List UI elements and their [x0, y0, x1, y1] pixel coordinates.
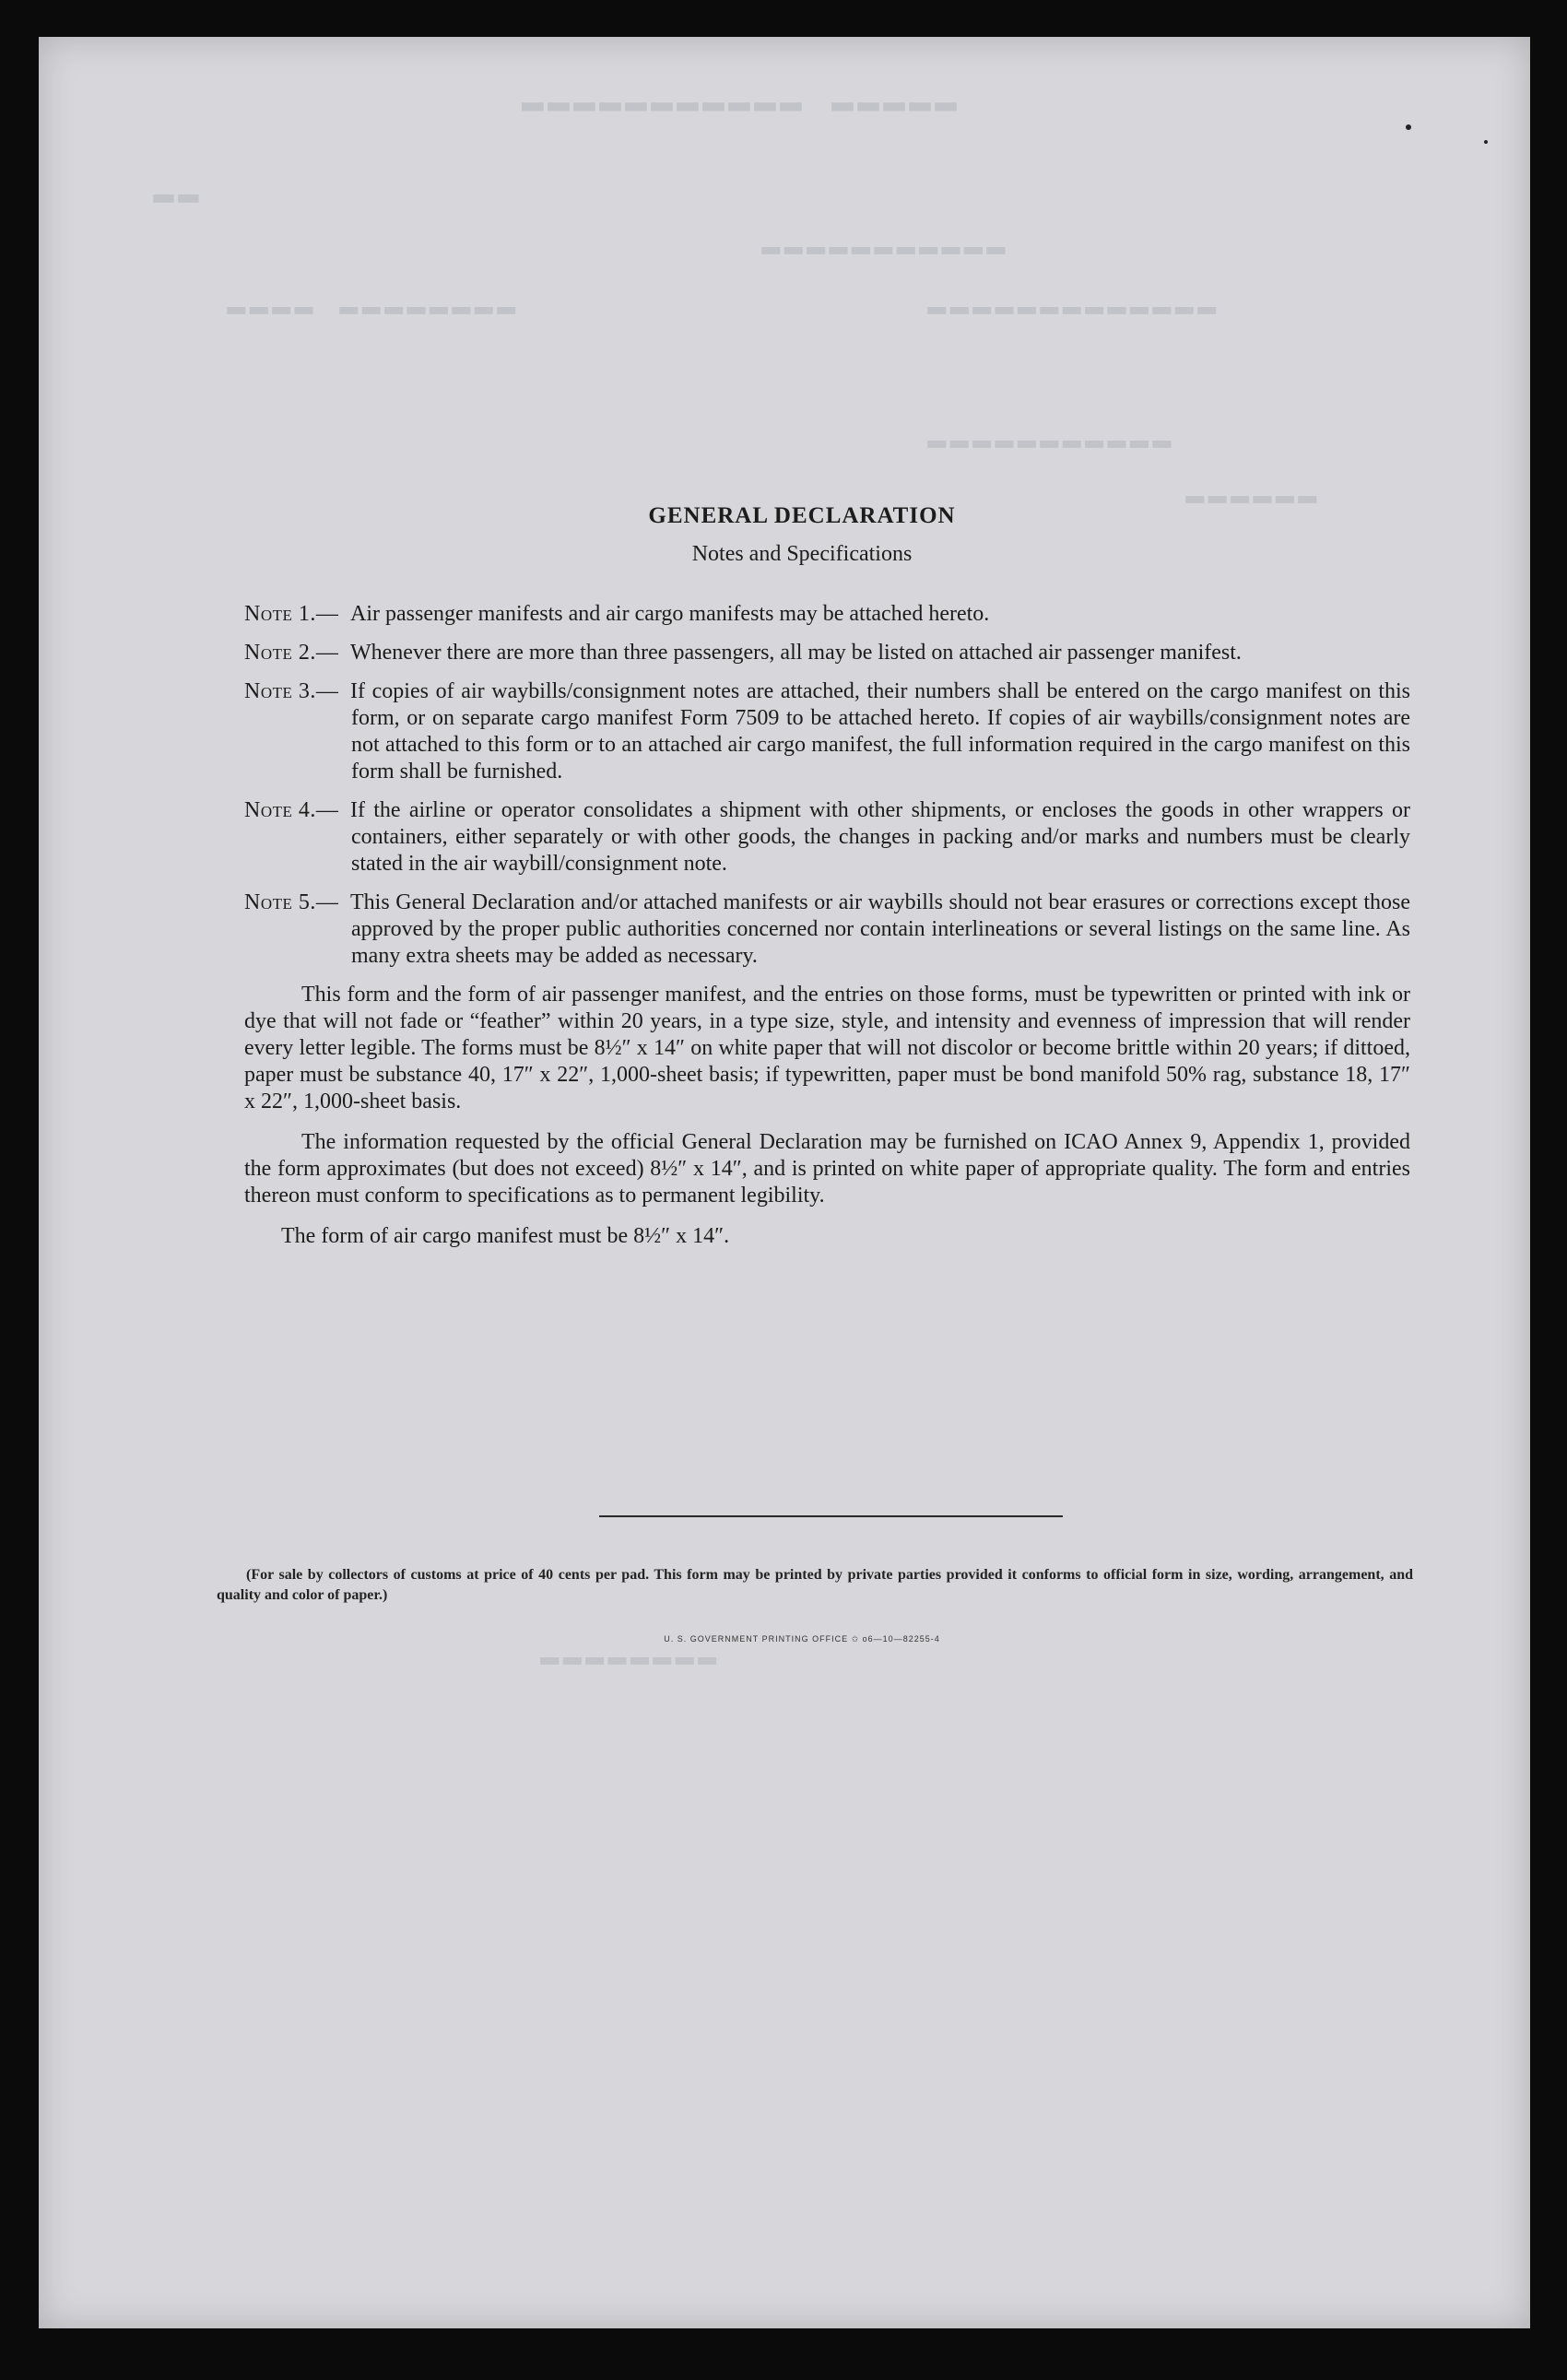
note-item: [244, 678, 1410, 785]
note-label: Note 5.—: [244, 890, 339, 914]
cargo-manifest-size-paragraph: The form of air cargo manifest must be 8½″ x 14″.: [281, 1224, 730, 1248]
note-label: Note 1.—: [244, 602, 339, 626]
bleed-through-mark: ▬▬: [149, 175, 199, 215]
note-text: Whenever there are more than three passengers, all may be listed on attached air passenger manifest.: [350, 641, 1242, 665]
bleed-through-mark: ▬▬▬▬▬ ▬▬▬▬▬▬▬▬▬▬▬: [518, 83, 958, 124]
note-text: If copies of air waybills/consignment notes are attached, their numbers shall be entered on the cargo manifest on this form, or on separate cargo manifest Form 7509 to be attached hereto. If copies of air waybills/consignment notes are not attached to this form or to an attached air cargo manifest, the full information required in the cargo manifest on this form shall be furnished.: [350, 679, 1410, 784]
ink-speck: [1484, 140, 1488, 144]
note-label: Note 2.—: [244, 641, 339, 665]
note-item: [244, 797, 1410, 878]
bleed-through-mark: ▬▬▬▬▬▬▬▬ ▬▬▬▬: [223, 290, 516, 325]
bleed-through-mark: ▬▬▬▬▬▬: [1182, 479, 1317, 514]
notes-list: [244, 601, 1410, 1250]
ink-speck: [1406, 124, 1411, 130]
note-label: Note 3.—: [244, 679, 339, 703]
note-item: [244, 601, 1410, 628]
note-text: Air passenger manifests and air cargo manifests may be attached hereto.: [350, 602, 990, 626]
document-title: GENERAL DECLARATION: [648, 503, 956, 528]
document-page: [39, 37, 1530, 2328]
note-label: Note 4.—: [244, 798, 339, 822]
specification-paragraph: This form and the form of air passenger manifest, and the entries on those forms, must be typewritten or printed with ink or dye that will not fade or “feather” within 20 years, in a type size, style, and intensity and evenness of impression that will render every letter legible. The forms must be 8½″ x 14″ on white paper that will not discolor or become brittle within 20 years; if dittoed, paper must be substance 40, 17″ x 22″, 1,000-sheet basis; if typewritten, paper must be bond manifold 50% rag, substance 18, 17″ x 22″, 1,000-sheet basis.: [244, 983, 1410, 1113]
note-text: This General Declaration and/or attached manifests or air waybills should not bear erasures or corrections except those approved by the proper public authorities concerned nor contain interlineations or several listings on the same line. As many extra sheets may be added as necessary.: [350, 890, 1410, 968]
note-item: [244, 890, 1410, 970]
note-item: [244, 640, 1410, 666]
printing-office-imprint: U. S. GOVERNMENT PRINTING OFFICE ✩ o6—10—82255-4: [664, 1634, 940, 1644]
note-text: If the airline or operator consolidates a shipment with other shipments, or encloses the goods in other wrappers or containers, either separately or with other goods, the changes in packing and/or marks and numbers must be clearly stated in the air waybill/consignment note.: [350, 798, 1410, 876]
divider-line: [599, 1515, 1063, 1517]
bleed-through-mark: ▬▬▬▬▬▬▬▬▬▬▬: [924, 424, 1172, 459]
bleed-through-mark: ▬▬▬▬▬▬▬▬▬▬▬: [758, 230, 1006, 265]
bleed-through-mark: ▬▬▬▬▬▬▬▬▬▬▬▬▬: [924, 290, 1217, 325]
document-subtitle: Notes and Specifications: [691, 542, 913, 566]
bleed-through-mark: ▬▬▬▬▬▬▬▬: [536, 1641, 717, 1676]
sale-note: (For sale by collectors of customs at price of 40 cents per pad. This form may be printed by private parties provided it conforms to official form in size, wording, arrangement, and quality and color of paper.): [217, 1567, 1413, 1603]
icao-paragraph: The information requested by the official General Declaration may be furnished on ICAO Annex 9, Appendix 1, provided the form approximates (but does not exceed) 8½″ x 14″, and is printed on white paper of appropriate quality. The form and entries thereon must conform to specifications as to permanent legibility.: [244, 1130, 1410, 1208]
